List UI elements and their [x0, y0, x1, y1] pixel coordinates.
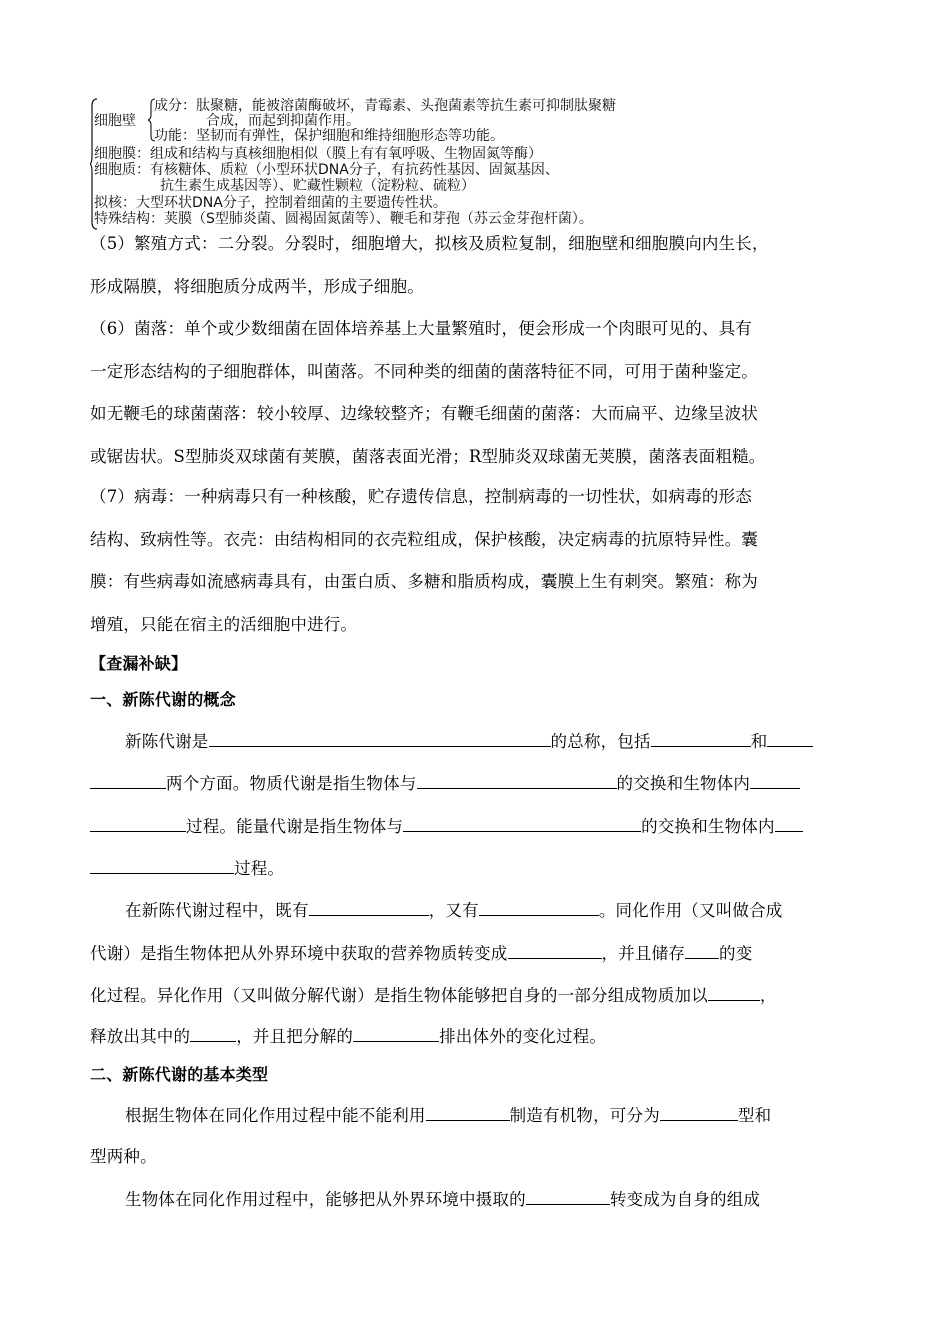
blank-input[interactable] [90, 814, 186, 832]
s1-f1: 代谢）是指生物体把从外界环境中获取的营养物质转变成 [90, 944, 508, 963]
s1-a3: 和 [750, 732, 768, 751]
s1-e3: 。同化作用（又叫做合成 [598, 901, 783, 920]
s1-a2: 的总称，包括 [550, 732, 651, 751]
cytoplasm-cont: 抗生素生成基因等）、贮藏性颗粒（淀粉粒、硫粒） [160, 178, 475, 194]
blank-input[interactable] [660, 1103, 738, 1121]
section-2-title: 二、新陈代谢的基本类型 [90, 1065, 269, 1084]
paragraph-6-line-4: 或锯齿状。S型肺炎双球菌有荚膜，菌落表面光滑；R型肺炎双球菌无荚膜，菌落表面粗糙。 [90, 447, 766, 466]
s2-line-k [125, 1187, 895, 1211]
s2-k1: 生物体在同化作用过程中，能够把从外界环境中摄取的 [125, 1190, 526, 1209]
cell-wall-label: 细胞壁 [94, 113, 136, 129]
paragraph-5-line-2: 形成隔膜，将细胞质分成两半，形成子细胞。 [90, 277, 424, 296]
section-1-title: 一、新陈代谢的概念 [90, 690, 236, 709]
s2-line-i [125, 1103, 895, 1127]
s1-c1: 过程。能量代谢是指生物体与 [186, 817, 404, 836]
paragraph-7-line-3: 膜：有些病毒如流感病毒具有，由蛋白质、多糖和脂质构成，囊膜上生有刺突。繁殖：称为 [90, 572, 758, 591]
paragraph-7-line-1: （7）病毒：一种病毒只有一种核酸，贮存遗传信息，控制病毒的一切性状，如病毒的形态 [90, 487, 752, 506]
blank-input[interactable] [708, 983, 760, 1001]
blank-input[interactable] [190, 1024, 236, 1042]
s1-line-h [90, 1024, 860, 1048]
s1-d1: 过程。 [234, 859, 285, 878]
blank-input[interactable] [403, 814, 641, 832]
s1-g1: 化过程。异化作用（又叫做分解代谢）是指生物体能够把自身的一部分组成物质加以 [90, 986, 708, 1005]
blank-input[interactable] [90, 771, 166, 789]
s1-b1: 两个方面。物质代谢是指生物体与 [166, 774, 417, 793]
s1-line-a [125, 729, 895, 753]
blank-input[interactable] [90, 856, 234, 874]
blank-input[interactable] [651, 729, 751, 747]
wall-composition-text: 成分：肽聚糖，能被溶菌酶破坏，青霉素、头孢菌素等抗生素可抑制肽聚糖 [154, 98, 616, 114]
blank-input[interactable] [685, 941, 719, 959]
s2-k2: 转变成为自身的组成 [609, 1190, 761, 1209]
s1-f2: ，并且储存 [601, 944, 685, 963]
s1-line-g [90, 983, 860, 1007]
paragraph-5-line-1: （5）繁殖方式：二分裂。分裂时，细胞增大，拟核及质粒复制，细胞壁和细胞膜向内生长， [90, 234, 769, 253]
cytoplasm-text: 细胞质：有核糖体、质粒（小型环状DNA分子，有抗药性基因、固氮基因、 [94, 162, 559, 178]
s1-h2: ，并且把分解的 [236, 1027, 354, 1046]
s2-i2: 制造有机物，可分为 [509, 1106, 660, 1125]
s1-line-e [125, 898, 895, 922]
nucleoid-text: 拟核：大型环状DNA分子，控制着细菌的主要遗传性状。 [94, 195, 447, 211]
s1-f3: 的变 [719, 944, 753, 963]
paragraph-7-line-4: 增殖，只能在宿主的活细胞中进行。 [90, 615, 358, 634]
s1-h3: 排出体外的变化过程。 [439, 1027, 607, 1046]
paragraph-7-line-2: 结构、致病性等。衣壳：由结构相同的衣壳粒组成，保护核酸，决定病毒的抗原特异性。囊 [90, 530, 758, 549]
paragraph-6-line-2: 一定形态结构的子细胞群体，叫菌落。不同种类的细菌的菌落特征不同，可用于菌种鉴定。 [90, 362, 758, 381]
wall-function-text: 功能：坚韧而有弹性，保护细胞和维持细胞形态等功能。 [154, 128, 504, 144]
section-header: 【查漏补缺】 [90, 654, 188, 673]
blank-input[interactable] [479, 898, 599, 916]
blank-input[interactable] [526, 1187, 610, 1205]
wall-composition-cont: 合成，而起到抑菌作用。 [206, 113, 360, 129]
s1-line-f [90, 941, 860, 965]
blank-input[interactable] [508, 941, 602, 959]
s1-a1: 新陈代谢是 [125, 732, 209, 751]
s2-i3: 型和 [737, 1106, 772, 1125]
s1-line-b [90, 771, 860, 795]
paragraph-6-line-1: （6）菌落：单个或少数细菌在固体培养基上大量繁殖时，便会形成一个肉眼可见的、具有 [90, 319, 752, 338]
paragraph-6-line-3: 如无鞭毛的球菌菌落：较小较厚、边缘较整齐；有鞭毛细菌的菌落：大而扁平、边缘呈波状 [90, 404, 758, 423]
blank-input[interactable] [426, 1103, 510, 1121]
blank-input[interactable] [353, 1024, 439, 1042]
s1-c2: 的交换和生物体内 [641, 817, 775, 836]
s1-b2: 的交换和生物体内 [616, 774, 751, 793]
blank-input[interactable] [309, 898, 429, 916]
blank-input[interactable] [775, 814, 803, 832]
s1-e1: 在新陈代谢过程中，既有 [125, 901, 309, 920]
cell-membrane-text: 细胞膜：组成和结构与真核细胞相似（膜上有有氧呼吸、生物固氮等酶） [94, 146, 542, 162]
blank-input[interactable] [417, 771, 617, 789]
s1-line-c [90, 814, 860, 838]
blank-input[interactable] [767, 729, 813, 747]
s1-g2: ， [759, 986, 777, 1005]
blank-input[interactable] [209, 729, 551, 747]
s1-line-d [90, 856, 860, 880]
s1-h1: 释放出其中的 [90, 1027, 191, 1046]
special-structure-text: 特殊结构：荚膜（S型肺炎菌、圆褐固氮菌等）、鞭毛和芽孢（苏云金芽孢杆菌）。 [94, 211, 593, 227]
s2-i1: 根据生物体在同化作用过程中能不能利用 [125, 1106, 426, 1125]
s2-line-j: 型两种。 [90, 1147, 157, 1166]
s1-e2: ，又有 [428, 901, 479, 920]
blank-input[interactable] [750, 771, 800, 789]
